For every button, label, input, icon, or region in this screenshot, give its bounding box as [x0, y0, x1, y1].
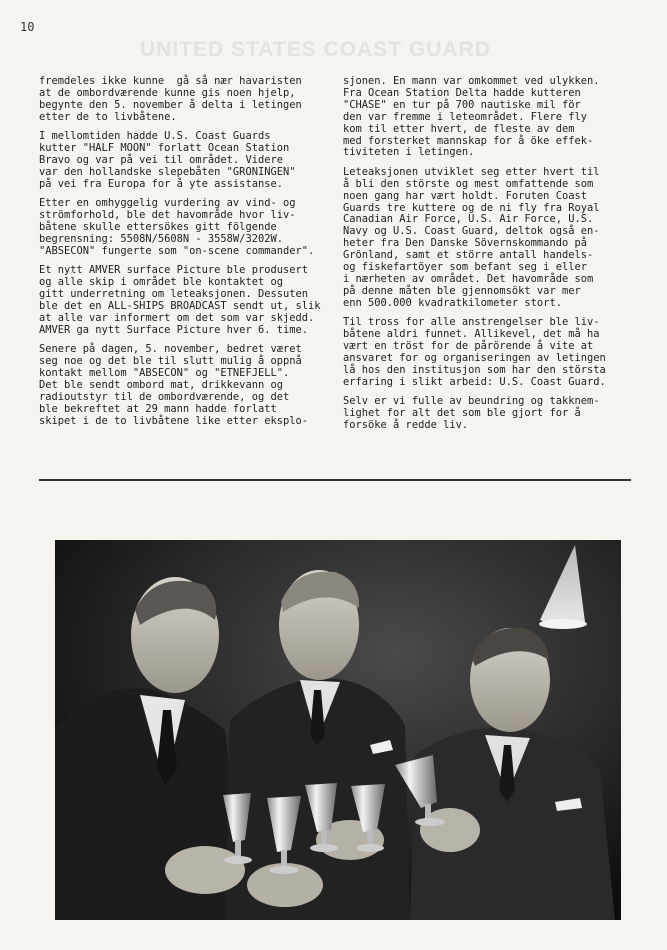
page-number: 10 — [20, 20, 35, 34]
left-text-column — [39, 76, 329, 435]
paragraph: Leteaksjonen utviklet seg etter hvert til å bli den störste og mest omfattende som noen gang har vært holdt. Foruten Coast Guards tre kuttere og de ni fly fra Royal Canadian Air Force, U.S. Air Force, U.S. Navy og U.S. Coast Guard, deltok også en- heter fra Den Danske Sövernskommando på Grönland, samt et större antall handels- og fiskefartöyer som befant seg i eller i nærheten av området. Det havområde som på denne måten ble gjennomsökt var mer enn 500.000 kvadratkilometer stort. — [343, 165, 600, 309]
paragraph: sjonen. En mann var omkommet ved ulykken. Fra Ocean Station Delta hadde kutteren "CHASE" en tur på 700 nautiske mil för den var fremme i leteområdet. Flere fly kom til etter hvert, de fleste av dem med forsterket mannskap for å öke effek- tiviteten i letingen. — [343, 75, 600, 159]
horizontal-rule — [39, 479, 631, 481]
paragraph: Senere på dagen, 5. november, bedret været seg noe og det ble til slutt mulig å oppnå kontakt mellom "ABSECON" og "ETNEFJELL". Det ble sendt ombord mat, drikkevann og radioutstyr til de ombordværende, og det ble bekreftet at 29 mann hadde forlatt skipet i de to livbåtene like etter eksplo- — [39, 343, 308, 427]
right-text-column — [343, 76, 633, 439]
paragraph: Til tross for alle anstrengelser ble liv- båtene aldri funnet. Allikevel, det må ha vært en tröst for de pårörende å vite at ansvaret for og organiseringen av letingen lå hos den institusjon som har den största erfaring i slikt arbeid: U.S. Coast Guard. — [343, 316, 606, 388]
paragraph: Etter en omhyggelig vurdering av vind- og strömforhold, ble det havområde hvor liv- båtene skulle ettersökes gitt fölgende begrensning: 5508N/5608N - 3558W/3202W. "ABSECON" fungerte som "on-scene commander". — [39, 197, 315, 257]
show-through-header: UNITED STATES COAST GUARD — [140, 38, 491, 61]
paragraph: Et nytt AMVER surface Picture ble produsert og alle skip i området ble kontaktet og gitt underretning om leteaksjonen. Dessuten ble det en ALL-SHIPS BROADCAST sendt ut, slik at alle var informert om det som var skjedd. AMVER ga nytt Surface Picture hver 6. time. — [39, 264, 321, 336]
photo-three-men-with-trophy-cups — [55, 540, 621, 920]
paragraph: I mellomtiden hadde U.S. Coast Guards kutter "HALF MOON" forlatt Ocean Station Bravo og var på vei til området. Videre var den hollandske slepebåten "GRONINGEN" på vei fra Europa for å yte assistanse. — [39, 130, 296, 190]
paragraph: Selv er vi fulle av beundring og takknem- lighet for alt det som ble gjort for å forsöke å redde liv. — [343, 395, 600, 431]
paragraph: fremdeles ikke kunne gå så nær havaristen at de ombordværende kunne gis noen hjelp, begynte den 5. november å delta i letingen etter de to livbåtene. — [39, 75, 302, 123]
